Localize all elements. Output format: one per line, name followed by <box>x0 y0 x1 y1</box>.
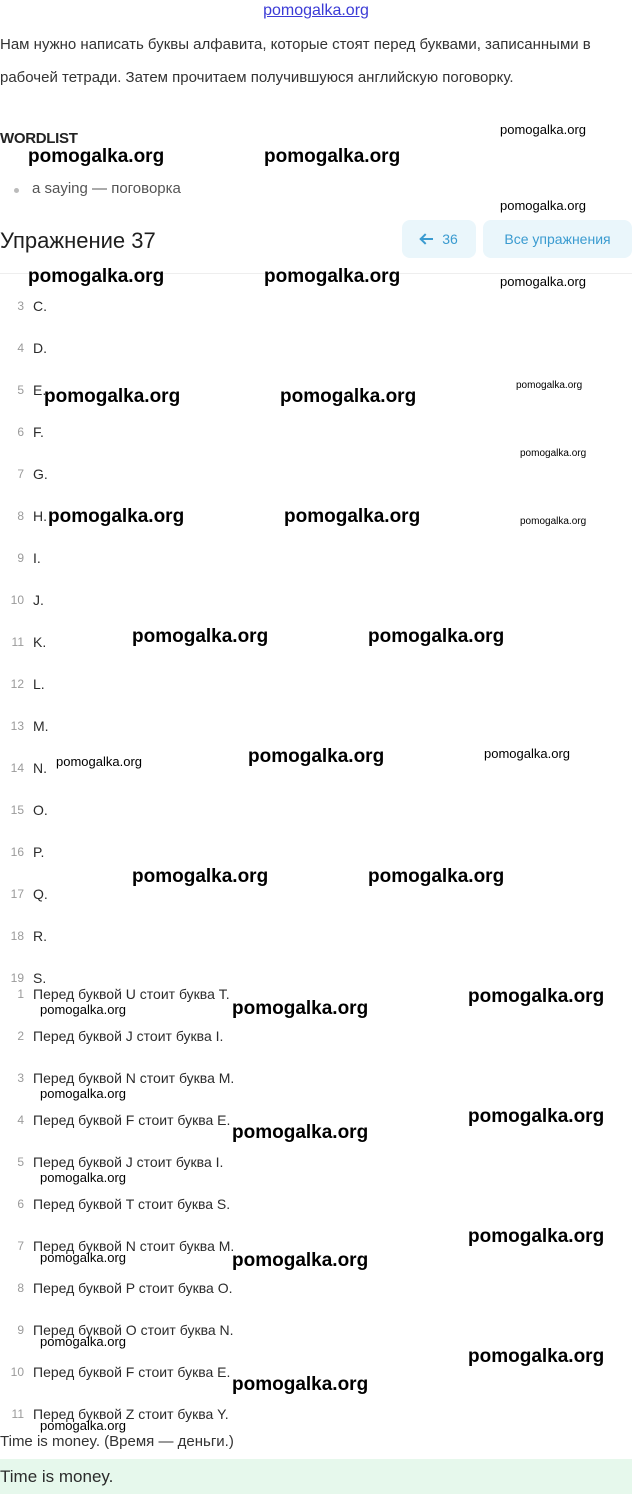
item-number: 7 <box>17 467 24 481</box>
list-item <box>0 924 47 948</box>
watermark: pomogalka.org <box>56 754 142 769</box>
watermark: pomogalka.org <box>232 1250 369 1271</box>
item-value: Q. <box>33 886 48 902</box>
item-number: 12 <box>10 677 24 691</box>
item-number: 11 <box>11 1407 24 1421</box>
watermark: pomogalka.org <box>40 1086 126 1101</box>
wordlist-title: WORDLIST <box>0 130 78 147</box>
answer-text: Перед буквой J стоит буква I. <box>33 1028 224 1044</box>
list-item <box>0 462 48 486</box>
item-number: 18 <box>10 929 24 943</box>
watermark: pomogalka.org <box>368 626 505 647</box>
answer-text: Перед буквой O стоит буква N. <box>33 1322 234 1338</box>
watermark: pomogalka.org <box>28 146 165 167</box>
answer-text: Перед буквой P стоит буква O. <box>33 1280 233 1296</box>
watermark: pomogalka.org <box>280 386 417 407</box>
answer-text: Перед буквой F стоит буква E. <box>33 1364 231 1380</box>
item-value: J. <box>33 592 44 608</box>
item-number: 7 <box>17 1239 24 1253</box>
watermark: pomogalka.org <box>500 274 586 289</box>
item-number: 6 <box>17 425 24 439</box>
prev-exercise-label: 36 <box>442 231 458 247</box>
item-number: 14 <box>10 761 24 775</box>
watermark: pomogalka.org <box>28 266 165 287</box>
item-number: 9 <box>17 1323 24 1337</box>
item-number: 5 <box>17 383 24 397</box>
list-item <box>0 714 49 738</box>
item-value: S. <box>33 970 47 986</box>
item-number: 16 <box>10 845 24 859</box>
item-value: H. <box>33 508 47 524</box>
list-item <box>0 546 41 570</box>
answer-text: Перед буквой U стоит буква T. <box>33 986 230 1002</box>
list-item <box>0 672 45 696</box>
watermark: pomogalka.org <box>264 266 401 287</box>
result-text: Time is money. (Время — деньги.) <box>0 1433 234 1450</box>
item-number: 1 <box>17 987 24 1001</box>
list-item <box>0 798 48 822</box>
item-number: 9 <box>17 551 24 565</box>
item-number: 6 <box>17 1197 24 1211</box>
watermark: pomogalka.org <box>232 1122 369 1143</box>
item-value: K. <box>33 634 47 650</box>
watermark: pomogalka.org <box>232 1374 369 1395</box>
item-number: 3 <box>17 299 24 313</box>
final-answer: Time is money. <box>0 1459 632 1494</box>
item-number: 2 <box>17 1029 24 1043</box>
item-number: 5 <box>17 1155 24 1169</box>
watermark: pomogalka.org <box>232 998 369 1019</box>
wordlist-item <box>14 180 181 197</box>
item-value: F. <box>33 424 44 440</box>
item-value: P. <box>33 844 45 860</box>
answer-text: Перед буквой F стоит буква E. <box>33 1112 231 1128</box>
answer-row <box>0 1024 223 1048</box>
watermark: pomogalka.org <box>468 1346 605 1367</box>
item-value: R. <box>33 928 47 944</box>
answer-row <box>0 1192 230 1216</box>
item-number: 3 <box>17 1071 24 1085</box>
watermark: pomogalka.org <box>40 1418 126 1433</box>
watermark: pomogalka.org <box>468 986 605 1007</box>
watermark: pomogalka.org <box>40 1170 126 1185</box>
item-number: 10 <box>10 1365 24 1379</box>
watermark: pomogalka.org <box>468 1226 605 1247</box>
watermark: pomogalka.org <box>132 866 269 887</box>
item-number: 8 <box>17 509 24 523</box>
list-item <box>0 294 47 318</box>
watermark: pomogalka.org <box>484 746 570 761</box>
item-number: 8 <box>17 1281 24 1295</box>
arrow-left-icon <box>420 234 434 244</box>
list-item <box>0 504 47 528</box>
item-value: L. <box>33 676 45 692</box>
item-number: 10 <box>10 593 24 607</box>
site-link[interactable]: pomogalka.org <box>263 2 369 19</box>
item-number: 13 <box>10 719 24 733</box>
watermark: pomogalka.org <box>284 506 421 527</box>
list-item <box>0 840 44 864</box>
item-value: E. <box>33 382 47 398</box>
exercise-title: Упражнение 37 <box>0 228 156 253</box>
watermark: pomogalka.org <box>500 122 586 137</box>
item-value: D. <box>33 340 47 356</box>
watermark: pomogalka.org <box>132 626 269 647</box>
item-number: 17 <box>10 887 24 901</box>
watermark: pomogalka.org <box>248 746 385 767</box>
item-number: 19 <box>10 971 24 985</box>
prev-exercise-button[interactable] <box>402 220 476 258</box>
wordlist-item-text: a saying — поговорка <box>32 180 181 197</box>
item-value: G. <box>33 466 48 482</box>
watermark: pomogalka.org <box>40 1002 126 1017</box>
item-number: 15 <box>10 803 24 817</box>
all-exercises-label: Все упражнения <box>504 231 611 247</box>
list-item <box>0 336 47 360</box>
item-value: I. <box>33 550 41 566</box>
watermark: pomogalka.org <box>40 1334 126 1349</box>
watermark: pomogalka.org <box>264 146 401 167</box>
item-number: 11 <box>11 635 24 649</box>
list-item <box>0 882 48 906</box>
item-number: 4 <box>17 341 24 355</box>
answer-text: Перед буквой N стоит буква M. <box>33 1070 235 1086</box>
item-value: M. <box>33 718 49 734</box>
bullet-icon <box>14 188 19 193</box>
list-item <box>0 588 44 612</box>
list-item <box>0 630 46 654</box>
list-item <box>0 420 44 444</box>
answer-row <box>0 1276 233 1300</box>
intro-text: Нам нужно написать буквы алфавита, которые стоят перед буквами, записанными в рабочей тетради. Затем прочитаем получившуюся английскую поговорку. <box>0 36 591 86</box>
answer-text: Перед буквой T стоит буква S. <box>33 1196 231 1212</box>
watermark: pomogalka.org <box>500 198 586 213</box>
answer-row <box>0 1108 230 1132</box>
item-number: 4 <box>17 1113 24 1127</box>
answer-text: Перед буквой Z стоит буква Y. <box>33 1406 229 1422</box>
watermark: pomogalka.org <box>516 380 583 391</box>
watermark: pomogalka.org <box>40 1250 126 1265</box>
list-item <box>0 756 47 780</box>
item-value: N. <box>33 760 47 776</box>
watermark: pomogalka.org <box>520 448 587 459</box>
watermark: pomogalka.org <box>368 866 505 887</box>
watermark: pomogalka.org <box>468 1106 605 1127</box>
list-item <box>0 378 46 402</box>
watermark: pomogalka.org <box>48 506 185 527</box>
answer-text: Перед буквой N стоит буква M. <box>33 1238 235 1254</box>
watermark: pomogalka.org <box>44 386 181 407</box>
answer-text: Перед буквой J стоит буква I. <box>33 1154 224 1170</box>
all-exercises-button[interactable] <box>483 220 632 258</box>
watermark: pomogalka.org <box>520 516 587 527</box>
answer-row <box>0 1360 230 1384</box>
item-value: O. <box>33 802 48 818</box>
item-value: C. <box>33 298 47 314</box>
